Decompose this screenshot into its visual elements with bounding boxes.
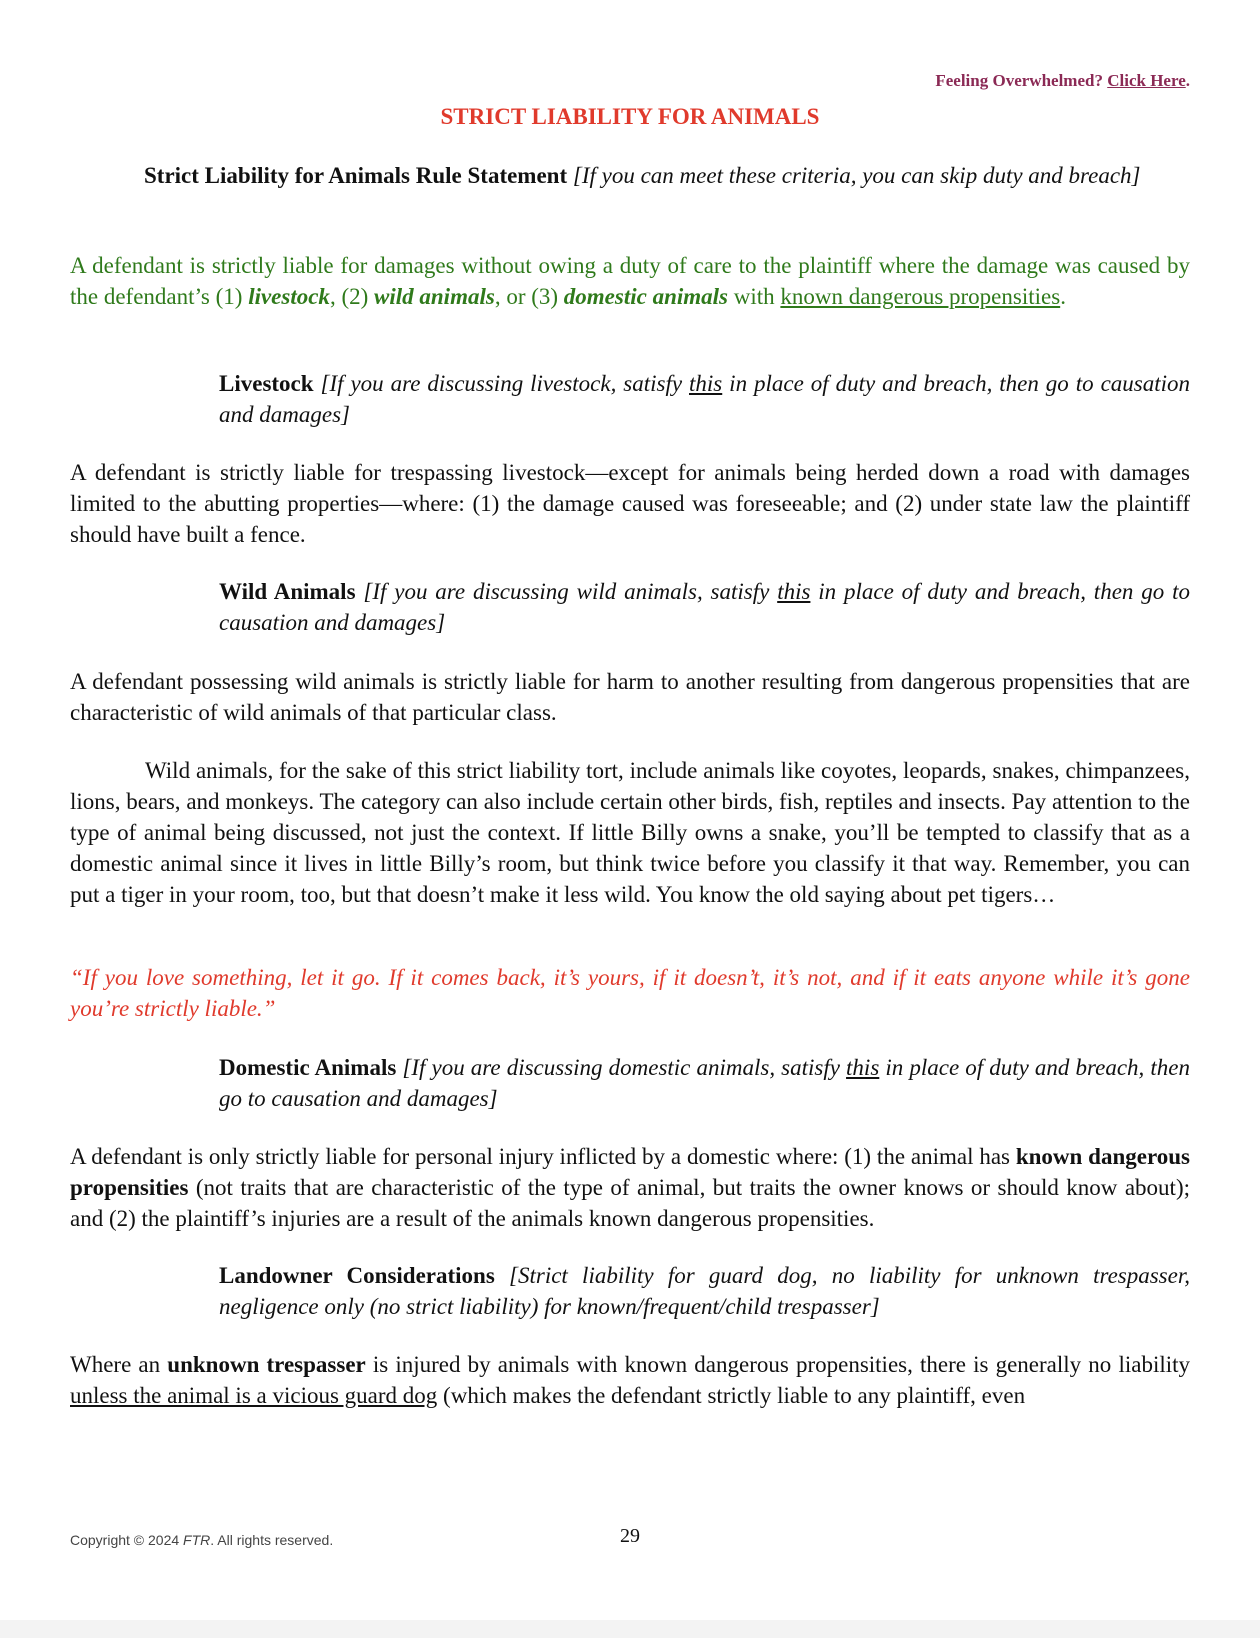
page-number: 29 [620, 1525, 640, 1547]
click-here-link[interactable]: Click Here [1107, 71, 1186, 90]
landowner-text: Where an unknown trespasser is injured by animals with known dangerous propensities, there is generally no liability unless the animal is a vicious guard dog (which makes the defendant strictly liable to any plaintiff, even [70, 1352, 1190, 1408]
domestic-this-link[interactable]: this [846, 1055, 880, 1080]
livestock-text: A defendant is strictly liable for trespassing livestock—except for animals being herded down a road with damages limited to the abutting properties—where: (1) the damage caused was foreseeable; and (2) under state law the plaintiff should have built a fence. [70, 460, 1190, 547]
overwhelmed-note: Feeling Overwhelmed? Click Here. [935, 71, 1190, 90]
wild-animals-text: A defendant possessing wild animals is strictly liable for harm to another resulting from dangerous propensities that are characteristic of wild animals of that particular class. [70, 669, 1190, 725]
known-dangerous-propensities-link[interactable]: known dangerous propensities [780, 284, 1061, 309]
wild-animals-quote: “If you love something, let it go. If it comes back, it’s yours, if it doesn’t, it’s not, and if it eats anyone while it’s gone you’re strictly liable.” [70, 965, 1190, 1021]
rule-statement-text: A defendant is strictly liable for damages without owing a duty of care to the plaintiff where the damage was caused by the defendant’s (1) livestock, (2) wild animals, or (3) domestic animals with known dangerous propensities. [70, 253, 1190, 309]
rule-statement-heading: Strict Liability for Animals Rule Statement [If you can meet these criteria, you can skip duty and breach] [144, 163, 1141, 188]
page-title: STRICT LIABILITY FOR ANIMALS [440, 104, 820, 129]
wild-this-link[interactable]: this [777, 579, 811, 604]
livestock-heading: Livestock [If you are discussing livestock, satisfy this in place of duty and breach, then go to causation and damages] [219, 371, 1191, 427]
wild-animals-heading: Wild Animals [If you are discussing wild animals, satisfy this in place of duty and breach, then go to causation and damages] [219, 579, 1190, 635]
livestock-this-link[interactable]: this [689, 371, 723, 396]
domestic-animals-text: A defendant is only strictly liable for personal injury inflicted by a domestic where: (1) the animal has known dangerous propensities (not traits that are characteristic of the type of animal, but traits the owner knows or should know about); and (2) the plaintiff’s injuries are a result of the animals known dangerous propensities. [70, 1144, 1191, 1231]
wild-animals-explanation: Wild animals, for the sake of this strict liability tort, include animals like coyotes, leopards, snakes, chimpanzees, lions, bears, and monkeys. The category can also include certain other birds, fish, reptiles and insects. Pay attention to the type of animal being discussed, not just the context. If little Billy owns a snake, you’ll be tempted to classify that as a domestic animal since it lives in little Billy’s room, but think twice before you classify it that way. Remember, you can put a tiger in your room, too, but that doesn’t make it less wild. You know the old saying about pet tigers… [70, 758, 1190, 907]
copyright-notice: Copyright © 2024 FTR. All rights reserved. [70, 1532, 334, 1548]
landowner-heading: Landowner Considerations [Strict liability for guard dog, no liability for unknown trespasser, negligence only (no strict liability) for known/frequent/child trespasser] [219, 1263, 1190, 1319]
domestic-animals-heading: Domestic Animals [If you are discussing domestic animals, satisfy this in place of duty and breach, then go to causation and damages] [219, 1055, 1190, 1111]
